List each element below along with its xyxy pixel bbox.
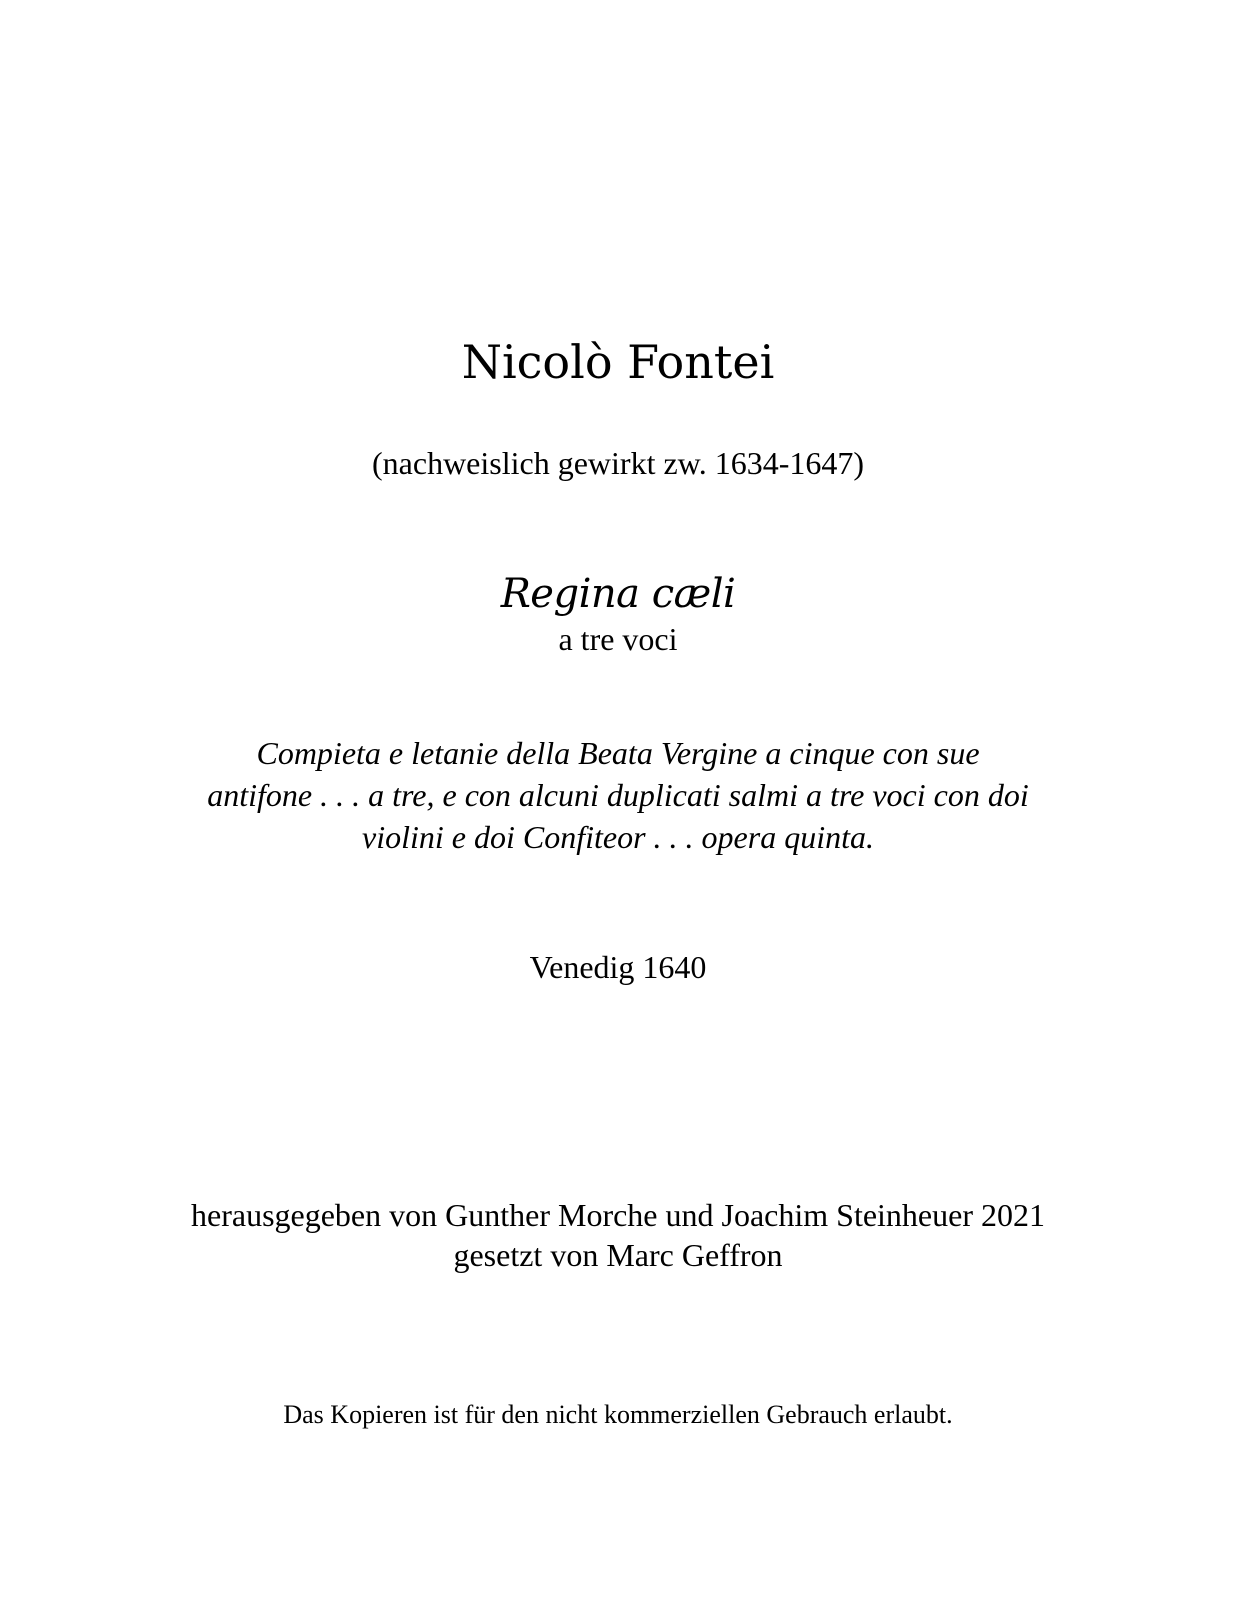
work-title: Regina cæli	[500, 571, 736, 617]
publication-place-year: Venedig 1640	[529, 949, 707, 985]
work-scoring: a tre voci	[558, 621, 678, 657]
license-note: Das Kopieren ist für den nicht kommerziellen Gebrauch erlaubt.	[283, 1400, 953, 1429]
editors-credit: herausgegeben von Gunther Morche und Joachim Steinheuer 2021	[191, 1197, 1045, 1233]
setter-credit: gesetzt von Marc Geffron	[453, 1237, 783, 1273]
source-line: antifone . . . a tre, e con alcuni duplicati salmi a tre voci con doi	[207, 777, 1029, 813]
source-line: Compieta e letanie della Beata Vergine a cinque con sue	[256, 735, 980, 771]
composer-name: Nicolò Fontei	[461, 335, 775, 389]
source-line: violini e doi Confiteor . . . opera quinta.	[362, 819, 874, 855]
composer-lifespan: (nachweislich gewirkt zw. 1634-1647)	[372, 445, 864, 481]
